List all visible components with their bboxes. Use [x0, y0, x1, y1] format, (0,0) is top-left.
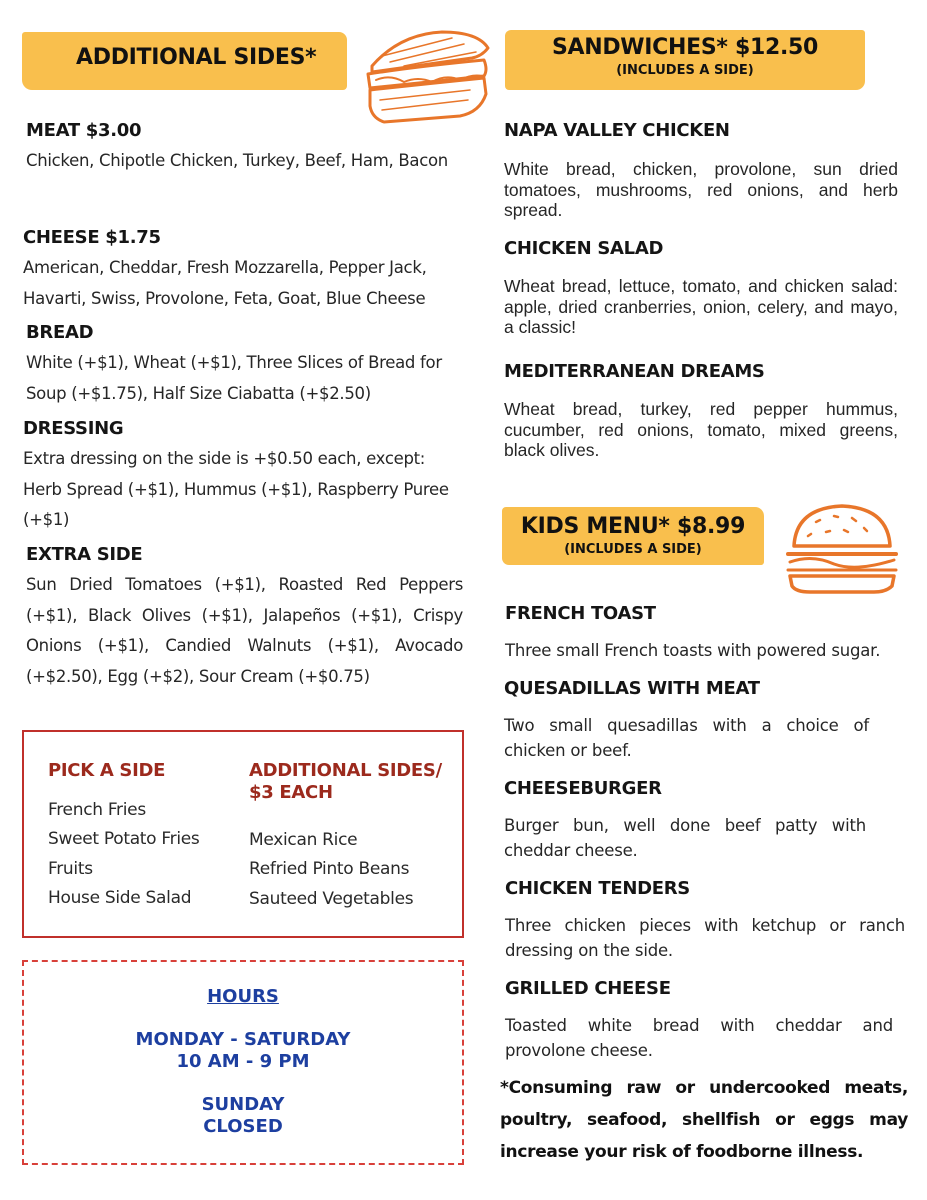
list-item: French Fries: [48, 800, 146, 820]
kids-item-desc: Three chicken pieces with ketchup or ranch dressing on the side.: [505, 916, 905, 960]
sandwiches-title: SANDWICHES* $12.50: [551, 35, 819, 60]
kids-item-desc: Burger bun, well done beef patty with cheddar cheese.: [504, 816, 866, 860]
sunday-day: SUNDAY: [201, 1094, 285, 1115]
additional-sides-box-title-line1: ADDITIONAL SIDES/: [249, 760, 442, 781]
additional-sides-box-title-line2: $3 EACH: [249, 782, 333, 803]
list-item: Refried Pinto Beans: [249, 859, 410, 880]
list-item: Sweet Potato Fries: [48, 829, 200, 850]
additional-sides-title: ADDITIONAL SIDES*: [76, 45, 317, 70]
sandwich-icon: [360, 26, 495, 126]
kids-item-name: CHEESEBURGER: [504, 778, 662, 799]
additional-sides-list: [249, 826, 413, 914]
kids-menu-subtitle: (INCLUDES A SIDE): [564, 542, 702, 557]
dressing-heading: DRESSING: [23, 418, 124, 439]
pick-a-side-title: PICK A SIDE: [48, 760, 166, 781]
sunday-status: CLOSED: [203, 1116, 283, 1137]
bread-options: White (+$1), Wheat (+$1), Three Slices of Bread for Soup (+$1.75), Half Size Ciabatta (+$2.50): [26, 353, 442, 403]
list-item: Sauteed Vegetables: [249, 888, 414, 909]
sandwiches-subtitle: (INCLUDES A SIDE): [616, 63, 754, 78]
bread-heading: BREAD: [26, 322, 94, 343]
sunday-hours: [22, 1094, 464, 1138]
hours-title: HOURS: [207, 986, 279, 1007]
extra-side-heading: EXTRA SIDE: [26, 544, 143, 565]
weekday-times: 10 AM - 9 PM: [176, 1051, 310, 1072]
kids-item-desc: Three small French toasts with powered sugar.: [505, 641, 881, 660]
kids-item-name: QUESADILLAS WITH MEAT: [504, 678, 760, 699]
kids-item-name: FRENCH TOAST: [505, 603, 656, 624]
foodborne-illness-disclaimer: *Consuming raw or undercooked meats, poultry, seafood, shellfish or eggs may increase your risk of foodborne illness.: [500, 1078, 908, 1162]
meat-options: Chicken, Chipotle Chicken, Turkey, Beef, Ham, Bacon: [26, 151, 448, 170]
kids-menu-title: KIDS MENU* $8.99: [520, 514, 746, 539]
sandwich-item-name: MEDITERRANEAN DREAMS: [504, 361, 765, 382]
list-item: Mexican Rice: [249, 830, 358, 850]
kids-item-name: CHICKEN TENDERS: [505, 878, 690, 899]
cheese-options: American, Cheddar, Fresh Mozzarella, Pepper Jack, Havarti, Swiss, Provolone, Feta, Goat, Blue Cheese: [23, 258, 427, 308]
additional-sides-box-title: [249, 760, 442, 804]
sandwich-item-desc: White bread, chicken, provolone, sun dried tomatoes, mushrooms, red onions, and herb spread.: [504, 159, 898, 220]
kids-item-desc: Toasted white bread with cheddar and provolone cheese.: [505, 1016, 893, 1060]
extra-side-options: Sun Dried Tomatoes (+$1), Roasted Red Peppers (+$1), Black Olives (+$1), Jalapeños (+$1), Crispy Onions (+$1), Candied Walnuts (+$1), Avocado (+$2.50), Egg (+$2), Sour Cream (+$0.75): [26, 575, 463, 686]
list-item: House Side Salad: [48, 887, 192, 908]
weekday-hours: [22, 1029, 464, 1073]
cheese-heading: CHEESE $1.75: [23, 227, 161, 248]
sandwich-item-desc: Wheat bread, lettuce, tomato, and chicken salad: apple, dried cranberries, onion, celery, and mayo, a classic!: [504, 276, 898, 337]
sandwich-item-name: NAPA VALLEY CHICKEN: [504, 120, 730, 141]
kids-item-desc: Two small quesadillas with a choice of chicken or beef.: [504, 716, 869, 760]
meat-heading: MEAT $3.00: [26, 120, 142, 141]
list-item: Fruits: [48, 858, 93, 879]
pick-a-side-list: [48, 796, 199, 913]
weekday-days: MONDAY - SATURDAY: [135, 1029, 351, 1050]
burger-icon: [782, 502, 902, 597]
sandwich-item-name: CHICKEN SALAD: [504, 238, 664, 259]
dressing-options: Extra dressing on the side is +$0.50 each, except: Herb Spread (+$1), Hummus (+$1), Raspberry Puree (+$1): [23, 449, 449, 529]
sandwich-item-desc: Wheat bread, turkey, red pepper hummus, cucumber, red onions, tomato, mixed greens, black olives.: [504, 399, 898, 460]
kids-item-name: GRILLED CHEESE: [505, 978, 671, 999]
